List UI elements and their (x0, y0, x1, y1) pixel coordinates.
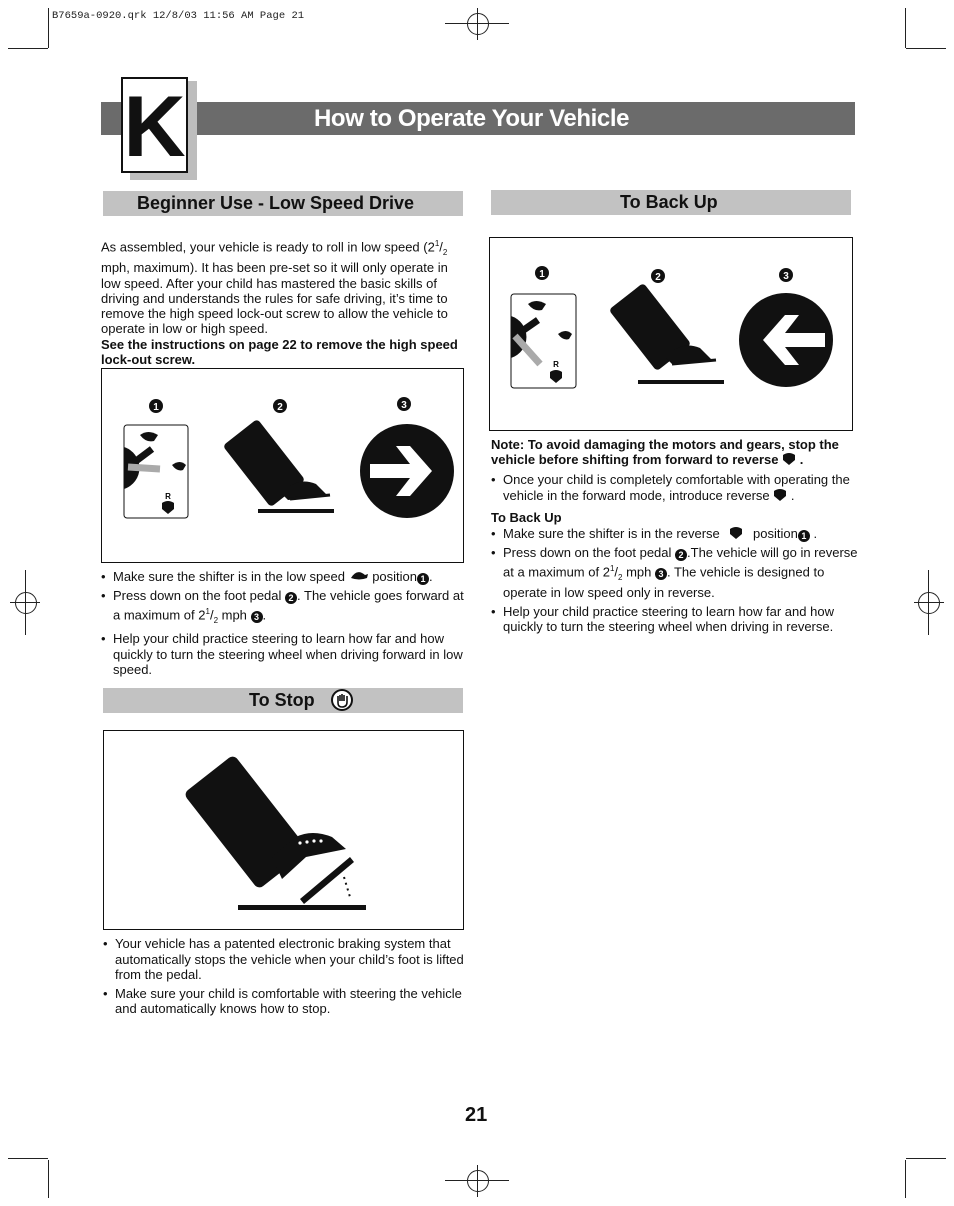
list-item: • Make sure the shifter is in the low speed position 1 . (101, 569, 471, 585)
text: position (753, 526, 798, 541)
text: Press down on the foot pedal (113, 588, 282, 603)
text: . The vehicle goes forward at a maximum of 2 (113, 588, 464, 623)
list-item (103, 936, 469, 983)
crop-mark (905, 8, 906, 48)
turtle-low-speed-icon (349, 569, 369, 581)
text: mph (622, 564, 652, 580)
figure-back-up (489, 237, 853, 431)
step-number-icon: 2 (675, 549, 687, 561)
crop-mark (48, 8, 49, 48)
stop-illustration (104, 731, 463, 929)
stop-hand-icon (330, 688, 354, 712)
backup-bullets (491, 526, 859, 638)
beginner-bullets (101, 569, 471, 681)
backup-intro-bullets (491, 472, 857, 506)
drive-illustration (102, 369, 463, 562)
backup-subheading: To Back Up (491, 510, 562, 525)
svg-text:3: 3 (783, 271, 789, 282)
section-heading-backup (491, 190, 851, 215)
text: Once your child is completely comfortable with operating the vehicle in the forward mode, introduce reverse (503, 472, 850, 503)
crop-mark (8, 48, 48, 49)
text: Make sure the shifter is in the low speed (113, 569, 345, 584)
svg-text:1: 1 (153, 402, 159, 413)
crop-mark (906, 48, 946, 49)
text: As assembled, your vehicle is ready to roll in low speed (2 (101, 239, 435, 255)
text: Note: To avoid damaging the motors and gears, stop the vehicle before shifting from forward to reverse (491, 437, 839, 468)
reverse-gear-icon (729, 527, 743, 539)
foot-pedal-icon (183, 754, 366, 910)
list-item (491, 604, 859, 635)
svg-text:R: R (165, 492, 171, 501)
step-number-icon: 1 (417, 573, 429, 585)
text: Make sure the shifter is in the reverse (503, 526, 720, 541)
text: position (372, 569, 418, 584)
list-item (103, 986, 469, 1017)
step-number-icon (651, 269, 665, 283)
title-banner-left (101, 102, 121, 135)
heading-text: To Back Up (620, 192, 718, 212)
svg-text:1: 1 (539, 269, 545, 280)
stop-bullets (103, 936, 469, 1020)
crop-mark (48, 1160, 49, 1198)
fraction-den: 2 (618, 572, 623, 582)
svg-text:3: 3 (401, 400, 407, 411)
list-item: • Once your child is completely comfortable with operating the vehicle in the forward mode, introduce reverse . (491, 472, 857, 503)
step-number-icon (149, 399, 163, 413)
fraction-den: 2 (442, 247, 448, 257)
text: Help your child practice steering to learn how far and how quickly to turn the steering wheel when driving forward in low speed. (113, 631, 463, 678)
print-slug: B7659a-0920.qrk 12/8/03 11:56 AM Page 21 (52, 10, 305, 22)
shifter-reverse-icon (511, 294, 576, 388)
figure-stop (103, 730, 464, 930)
text: . The vehicle is designed to operate in low speed only in reverse. (503, 564, 825, 601)
registration-mark (918, 592, 940, 614)
step-number-icon: 3 (251, 611, 263, 623)
text: mph (218, 607, 247, 623)
registration-mark (467, 1170, 489, 1192)
svg-text:2: 2 (655, 272, 661, 283)
fraction-num: 1 (434, 239, 440, 248)
svg-text:R: R (553, 360, 559, 369)
lockout-instructions: See the instructions on page 22 to remove the high speed lock-out screw. (101, 336, 458, 367)
text: .The vehicle will go in reverse at a maximum of 2 (503, 545, 858, 580)
section-tab-letter: K (121, 77, 188, 173)
foot-pedal-icon (223, 419, 334, 513)
step-number-icon (779, 268, 793, 282)
reverse-gear-icon (773, 489, 787, 501)
crop-mark (906, 1158, 946, 1159)
svg-text:2: 2 (277, 402, 283, 413)
text: Help your child practice steering to learn how far and how quickly to turn the steering wheel when driving in reverse. (503, 603, 834, 635)
text: Make sure your child is comfortable with steering the vehicle and automatically knows how to stop. (115, 985, 462, 1016)
page-number: 21 (465, 1104, 488, 1126)
backup-illustration (490, 238, 852, 430)
list-item: • Press down on the foot pedal 2 .The vehicle will go in reverse at a maximum of $2^1/_2$ mph 3 . The vehicle is designed to operate in low speed only in reverse. (491, 545, 859, 601)
heading-text: Beginner Use - Low Speed Drive (137, 193, 415, 213)
step-number-icon: 2 (285, 592, 297, 604)
fraction-den: 2 (213, 615, 219, 625)
heading-text: To Stop (249, 690, 315, 710)
step-number-icon (273, 399, 287, 413)
list-item: • Make sure the shifter is in the reverse position 1 . (491, 526, 859, 542)
crop-mark (905, 1160, 906, 1198)
foot-pedal-icon (609, 283, 724, 384)
list-item: • Press down on the foot pedal 2 . The vehicle goes forward at a maximum of $2^1/_2$ mph 3 . (101, 588, 471, 628)
section-heading-stop (103, 688, 463, 713)
figure-low-speed-drive (101, 368, 464, 563)
shifter-low-speed-icon (124, 425, 188, 518)
beginner-paragraph: As assembled, your vehicle is ready to roll in low speed ($2^1/_2$ mph, maximum). It has been pre-set so it will only operate in low speed. After your child has mastered the basic skills of driving and understands the rules for safe driving, it’s time to remove the high speed lock-out screw to allow the vehicle to operate in low or high speed. See the instructions on page 22 to remove the high speed lock-out screw. (101, 239, 458, 367)
registration-mark (15, 592, 37, 614)
text: Press down on the foot pedal (503, 545, 672, 560)
step-number-icon (397, 397, 411, 411)
crop-mark (8, 1158, 48, 1159)
reverse-gear-icon (782, 453, 796, 465)
fraction-num: 1 (205, 607, 210, 616)
list-item (101, 631, 471, 678)
section-heading-beginner (103, 191, 463, 216)
page-title: How to Operate Your Vehicle (314, 105, 630, 132)
step-number-icon: 3 (655, 568, 667, 580)
text: mph, maximum). It has been pre-set so it will only operate in low speed. After your child has mastered the basic skills of driving and understands the rules for safe driving, it’s time to remove the high speed lock-out screw to allow the vehicle to operate in low or high speed. (101, 260, 448, 337)
step-number-icon: 1 (798, 530, 810, 542)
registration-mark (467, 13, 489, 35)
forward-arrow-icon (360, 424, 454, 518)
text: Your vehicle has a patented electronic braking system that automatically stops the vehicle when your child’s foot is lifted from the pedal. (115, 936, 464, 982)
fraction-num: 1 (609, 564, 615, 573)
reverse-arrow-icon (739, 293, 833, 387)
step-number-icon (535, 266, 549, 280)
backup-note: Note: To avoid damaging the motors and gears, stop the vehicle before shifting from forward to reverse . (491, 437, 839, 468)
